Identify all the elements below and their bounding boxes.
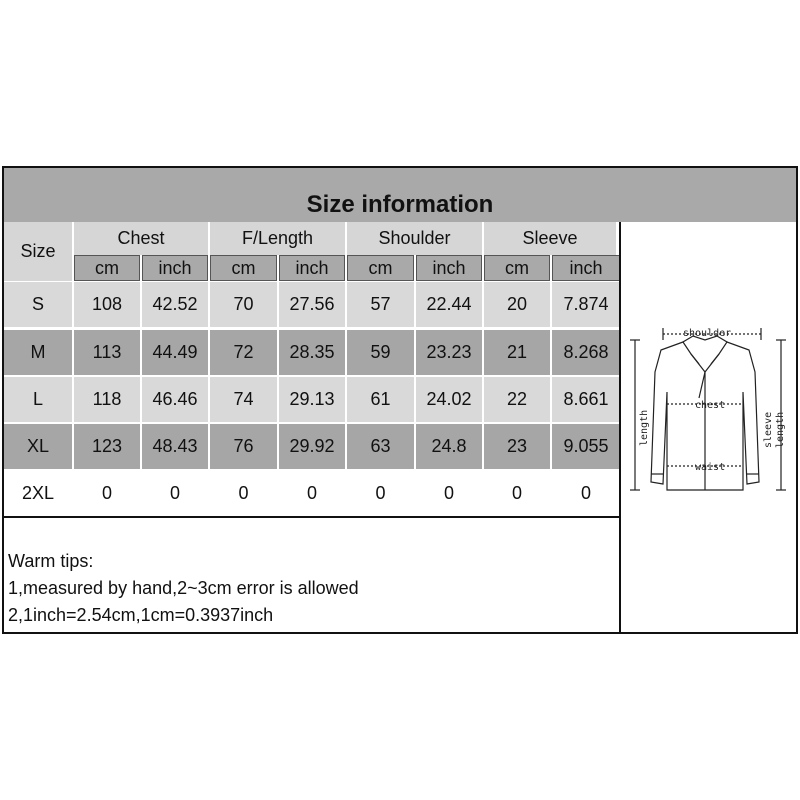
tips-line-2: 2,1inch=2.54cm,1cm=0.3937inch bbox=[8, 605, 274, 625]
table-cell: 24.02 bbox=[416, 377, 482, 422]
table-cell: 113 bbox=[74, 330, 140, 375]
size-label-m: M bbox=[4, 330, 72, 375]
table-cell: 42.52 bbox=[142, 282, 208, 327]
table-cell: 8.268 bbox=[552, 330, 620, 375]
table-cell: 28.35 bbox=[279, 330, 345, 375]
size-chart bbox=[2, 166, 798, 634]
shirt-diagram-icon bbox=[621, 222, 794, 632]
table-cell: 27.56 bbox=[279, 282, 345, 327]
group-header-shoulder: Shoulder bbox=[347, 222, 482, 255]
unit-header-cm: cm bbox=[484, 255, 550, 281]
unit-header-inch: inch bbox=[552, 255, 620, 281]
table-cell: 0 bbox=[142, 471, 208, 516]
table-cell: 123 bbox=[74, 424, 140, 469]
group-header-sleeve: Sleeve bbox=[484, 222, 616, 255]
table-cell: 29.13 bbox=[279, 377, 345, 422]
table-cell: 59 bbox=[347, 330, 414, 375]
shirt-diagram-panel bbox=[619, 222, 796, 632]
label-sleeve-length: length bbox=[775, 411, 786, 448]
table-cell: 72 bbox=[210, 330, 277, 375]
table-cell: 0 bbox=[416, 471, 482, 516]
unit-header-inch: inch bbox=[279, 255, 345, 281]
size-label-2xl: 2XL bbox=[4, 471, 72, 516]
title-bar bbox=[4, 168, 796, 222]
group-header-f-length: F/Length bbox=[210, 222, 345, 255]
table-cell: 0 bbox=[279, 471, 345, 516]
table-cell: 61 bbox=[347, 377, 414, 422]
table-cell: 63 bbox=[347, 424, 414, 469]
unit-header-inch: inch bbox=[416, 255, 482, 281]
table-cell: 0 bbox=[347, 471, 414, 516]
chart-title: Size information bbox=[306, 191, 494, 218]
table-cell: 0 bbox=[210, 471, 277, 516]
table-cell: 29.92 bbox=[279, 424, 345, 469]
table-cell: 0 bbox=[552, 471, 620, 516]
size-column-header: Size bbox=[4, 222, 72, 281]
unit-header-cm: cm bbox=[347, 255, 414, 281]
table-cell: 22.44 bbox=[416, 282, 482, 327]
table-cell: 48.43 bbox=[142, 424, 208, 469]
table-cell: 20 bbox=[484, 282, 550, 327]
table-cell: 44.49 bbox=[142, 330, 208, 375]
label-sleeve: sleeve bbox=[763, 411, 774, 448]
group-header-chest: Chest bbox=[74, 222, 208, 255]
table-cell: 108 bbox=[74, 282, 140, 327]
table-cell: 76 bbox=[210, 424, 277, 469]
table-cell: 21 bbox=[484, 330, 550, 375]
table-cell: 118 bbox=[74, 377, 140, 422]
size-label-xl: XL bbox=[4, 424, 72, 469]
size-label-s: S bbox=[4, 282, 72, 327]
table-cell: 23.23 bbox=[416, 330, 482, 375]
table-cell: 74 bbox=[210, 377, 277, 422]
table-cell: 23 bbox=[484, 424, 550, 469]
table-cell: 70 bbox=[210, 282, 277, 327]
table-cell: 7.874 bbox=[552, 282, 620, 327]
table-cell: 57 bbox=[347, 282, 414, 327]
unit-header-cm: cm bbox=[74, 255, 140, 281]
table-cell: 24.8 bbox=[416, 424, 482, 469]
size-label-l: L bbox=[4, 377, 72, 422]
label-length: length bbox=[639, 409, 650, 446]
label-chest: chest bbox=[695, 400, 726, 411]
table-bottom-border bbox=[4, 516, 620, 518]
label-shoulder: shoulder bbox=[683, 328, 732, 339]
unit-header-inch: inch bbox=[142, 255, 208, 281]
table-cell: 22 bbox=[484, 377, 550, 422]
table-cell: 9.055 bbox=[552, 424, 620, 469]
tips-line-1: 1,measured by hand,2~3cm error is allowed bbox=[8, 578, 359, 598]
warm-tips bbox=[4, 548, 620, 629]
label-waist: waist bbox=[695, 462, 726, 473]
table-cell: 0 bbox=[74, 471, 140, 516]
tips-heading: Warm tips: bbox=[8, 551, 94, 571]
table-cell: 46.46 bbox=[142, 377, 208, 422]
size-table bbox=[4, 222, 620, 516]
table-cell: 0 bbox=[484, 471, 550, 516]
unit-header-cm: cm bbox=[210, 255, 277, 281]
table-cell: 8.661 bbox=[552, 377, 620, 422]
